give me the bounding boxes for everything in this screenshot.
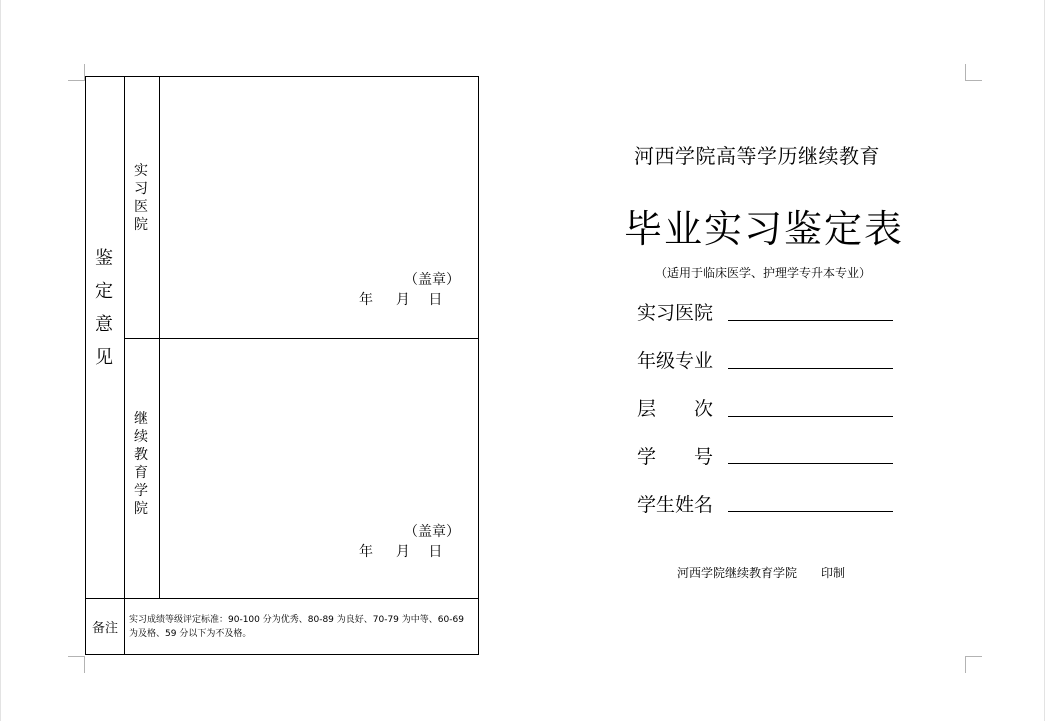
table-divider-note-label	[124, 598, 125, 654]
field-label-student-id: 学 号	[637, 446, 714, 468]
field-line-hospital[interactable]	[728, 320, 893, 321]
field-line-grade-major[interactable]	[728, 368, 893, 369]
field-label-level: 层 次	[637, 398, 714, 420]
table-divider-row	[124, 338, 478, 339]
hospital-stamp-text: （盖章）	[404, 272, 460, 288]
grading-standard-text: 实习成绩等级评定标准：90-100 分为优秀、80-89 为良好、70-79 为中等、60-69 为及格、59 分以下为不及格。	[129, 615, 464, 639]
college-date-text: 年 月 日	[359, 544, 443, 560]
printer-credit: 河西学院继续教育学院 印制	[677, 566, 846, 580]
field-line-student-id[interactable]	[728, 463, 893, 464]
margin-marker-top-right	[965, 64, 982, 81]
margin-marker-bottom-right	[965, 656, 982, 673]
appraisal-opinion-label: 鉴 定 意 见	[95, 248, 113, 368]
field-label-hospital: 实习医院	[637, 302, 714, 324]
continuing-education-college-label: 继 续 教 育 学 院	[134, 411, 148, 517]
internship-hospital-label: 实 习 医 院	[134, 163, 148, 233]
margin-marker-top-left	[68, 64, 85, 81]
field-label-student-name: 学生姓名	[637, 494, 714, 516]
institution-title: 河西学院高等学历继续教育	[634, 144, 880, 168]
notes-label: 备注	[92, 621, 119, 636]
table-divider-notes	[86, 598, 478, 599]
college-stamp-text: （盖章）	[404, 524, 460, 540]
form-title: 毕业实习鉴定表	[624, 207, 905, 251]
field-line-student-name[interactable]	[728, 511, 893, 512]
applicable-scope-text: （适用于临床医学、护理学专升本专业）	[655, 266, 872, 280]
margin-marker-bottom-left	[68, 656, 85, 673]
hospital-date-text: 年 月 日	[359, 292, 443, 308]
field-label-grade-major: 年级专业	[637, 350, 714, 372]
field-line-level[interactable]	[728, 416, 893, 417]
